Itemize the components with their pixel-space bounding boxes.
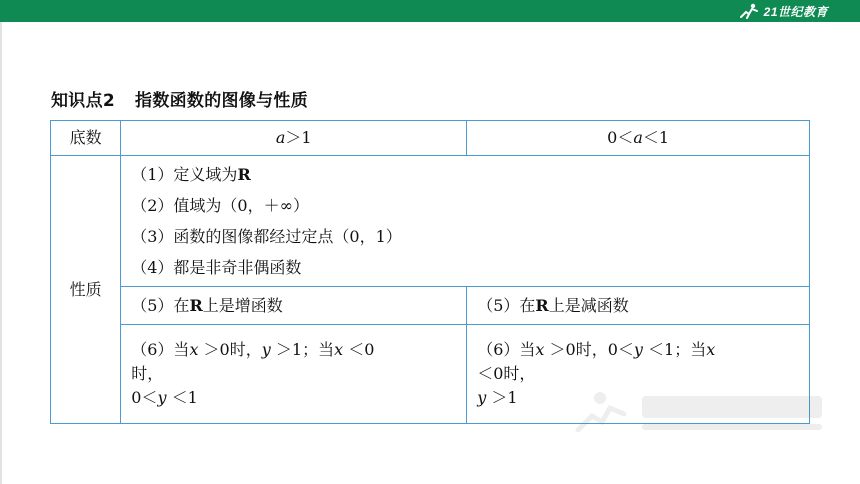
header-a-between-0-1: 0＜a＜1 [467,121,810,156]
decreasing-cell: （5）在R上是减函数 [467,287,810,324]
property-2: （2）值域为（0，＋∞） [131,196,309,216]
row-label-properties: 性质 [51,156,121,424]
table-header-row [51,121,810,156]
range-a-between-0-1-cell: （6）当x ＞0时，0＜y ＜1；当x ＜0时， y ＞1 [467,324,810,423]
value-range-row [51,324,810,423]
properties-table [50,120,810,424]
left-divider [0,22,2,484]
header-base: 底数 [51,121,121,156]
common-properties-row [51,156,810,287]
logo-text: 21世纪教育 [763,4,828,19]
section-title-text: 指数函数的图像与性质 [135,91,309,111]
common-properties-cell [121,156,810,287]
range-a-greater-1-cell: （6）当x ＞0时，y ＞1；当x ＜0 时， 0＜y ＜1 [121,324,467,423]
top-banner [0,0,860,22]
brand-logo [738,2,828,20]
property-4: （4）都是非奇非偶函数 [131,258,302,278]
runner-logo-icon [738,3,760,19]
section-label: 知识点2 [51,91,116,111]
increasing-cell: （5）在R上是增函数 [121,287,467,324]
monotonicity-row [51,287,810,324]
header-a-greater-1: a＞1 [121,121,467,156]
property-3: （3）函数的图像都经过定点（0，1） [131,227,402,247]
property-1: （1）定义域为R [131,165,251,185]
section-heading [51,86,308,111]
